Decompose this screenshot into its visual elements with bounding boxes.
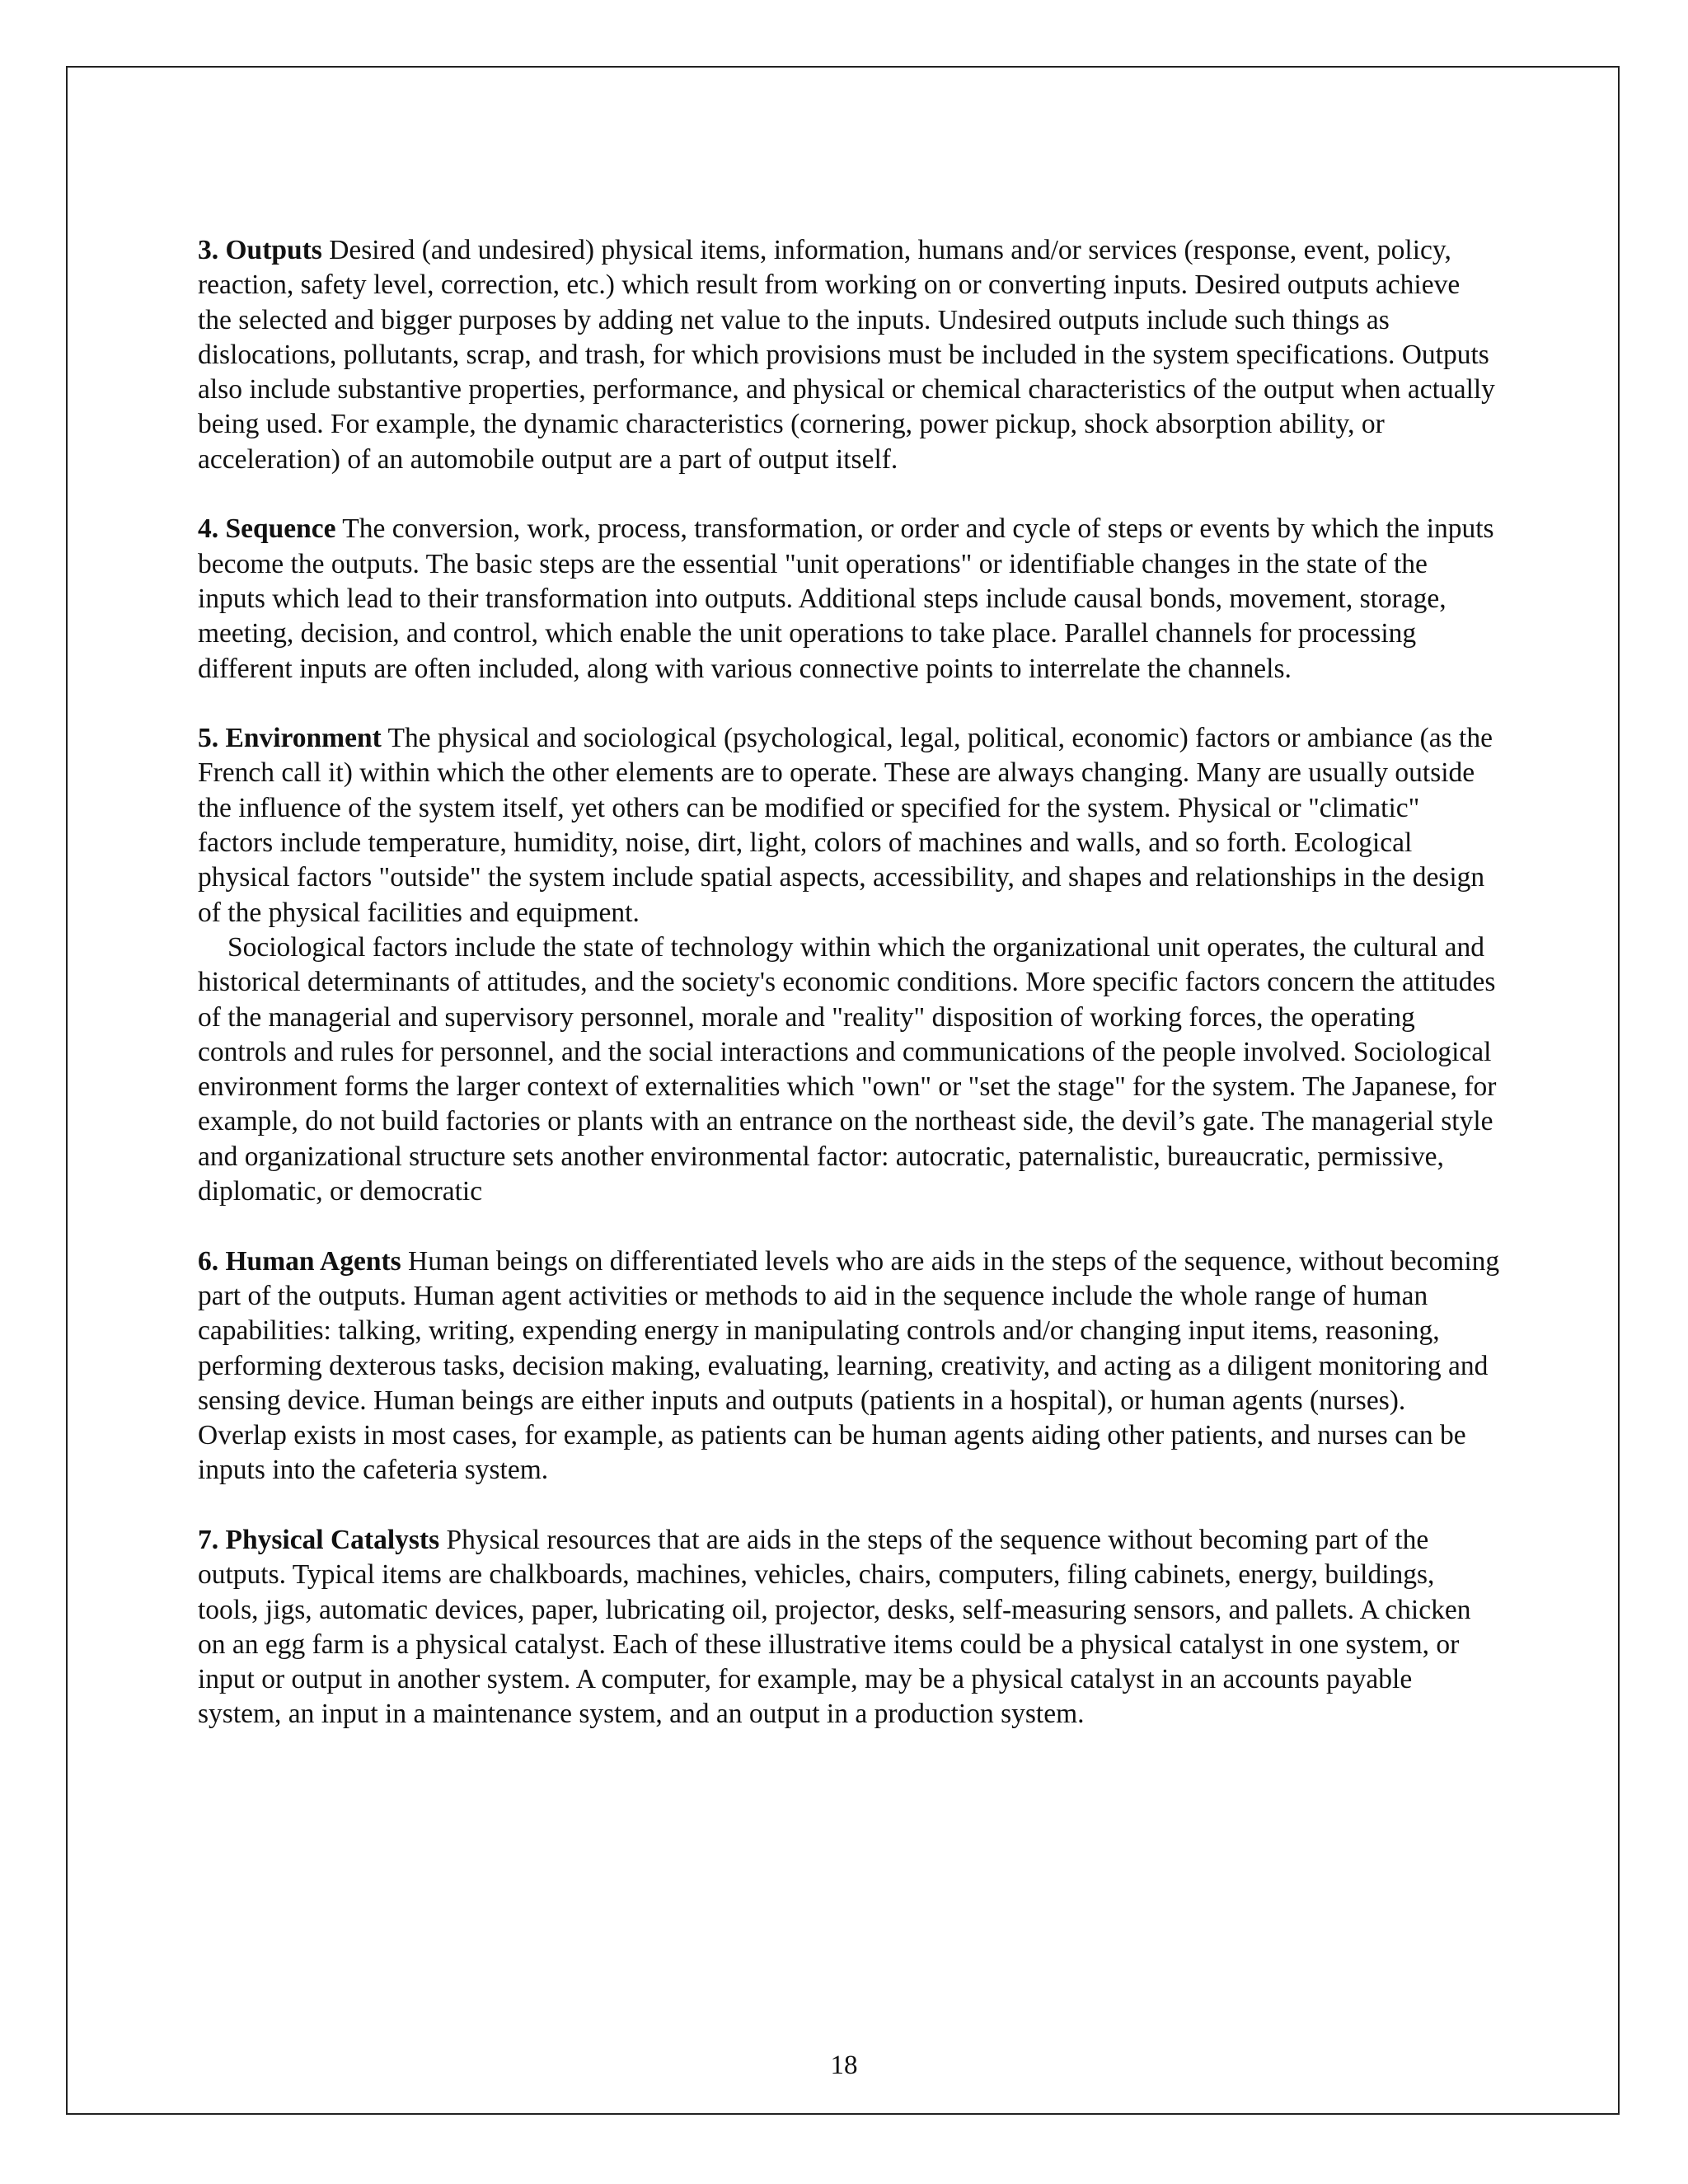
section-text: Desired (and undesired) physical items, information, humans and/or services (response, event, policy, reaction, safety level, correction, etc.) which result from working on or converting inputs. Desired outputs achieve the selected and bigger purposes by adding net value to the inputs. Undesired outputs include such things as dislocations, pollutants, scrap, and trash, for which provisions must be included in the system specifications. Outputs also include substantive properties, performance, and physical or chemical characteristics of the output when actually being used. For example, the dynamic characteristics (cornering, power pickup, shock absorption ability, or acceleration) of an automobile output are a part of output itself. — [198, 235, 1495, 475]
page-number: 18 — [830, 2050, 858, 2080]
section-heading: 6. Human Agents — [198, 1245, 401, 1277]
paragraph — [198, 721, 1500, 930]
section-human-agents — [198, 1244, 1500, 1488]
section-sequence — [198, 512, 1500, 686]
section-heading: 4. Sequence — [198, 513, 336, 545]
section-text: Physical resources that are aids in the steps of the sequence without becoming part of the outputs. Typical items are chalkboards, machines, vehicles, chairs, computers, filing cabinets, energy, buildings, tools, jigs, automatic devices, paper, lubricating oil, projector, desks, self-measuring sensors, and pallets. A chicken on an egg farm is a physical catalyst. Each of these illustrative items could be a physical catalyst in one system, or input or output in another system. A computer, for example, may be a physical catalyst in an accounts payable system, an input in a maintenance system, and an output in a production system. — [198, 1524, 1471, 1730]
document-body — [198, 233, 1500, 1767]
paragraph — [198, 1244, 1500, 1488]
section-text: Human beings on differentiated levels who are aids in the steps of the sequence, without becoming part of the outputs. Human agent activities or methods to aid in the sequence include the whole range of human capabilities: talking, writing, expending energy in manipulating controls and/or changing input items, reasoning, performing dexterous tasks, decision making, evaluating, learning, creativity, and acting as a diligent monitoring and sensing device. Human beings are either inputs and outputs (patients in a hospital), or human agents (nurses). Overlap exists in most cases, for example, as patients can be human agents aiding other patients, and nurses can be inputs into the cafeteria system. — [198, 1245, 1500, 1486]
paragraph — [198, 233, 1500, 477]
section-heading: 7. Physical Catalysts — [198, 1524, 440, 1555]
section-heading: 3. Outputs — [198, 235, 322, 265]
section-text: The conversion, work, process, transformation, or order and cycle of steps or events by which the inputs become the outputs. The basic steps are the essential "unit operations" or identifiable changes in the state of the inputs which lead to their transformation into outputs. Additional steps include causal bonds, movement, storage, meeting, decision, and control, which enable the unit operations to take place. Parallel channels for processing different inputs are often included, along with various connective points to interrelate the channels. — [198, 513, 1494, 684]
section-outputs — [198, 233, 1500, 477]
section-text: The physical and sociological (psychological, legal, political, economic) factors or ambiance (as the French call it) within which the other elements are to operate. These are always changing. Many are usually outside the influence of the system itself, yet others can be modified or specified for the system. Physical or "climatic" factors include temperature, humidity, noise, dirt, light, colors of machines and walls, and so forth. Ecological physical factors "outside" the system include spatial aspects, accessibility, and shapes and relationships in the design of the physical facilities and equipment. — [198, 723, 1493, 928]
paragraph — [198, 512, 1500, 686]
section-physical-catalysts — [198, 1523, 1500, 1732]
section-heading: 5. Environment — [198, 723, 382, 754]
paragraph — [198, 1523, 1500, 1732]
paragraph: Sociological factors include the state of technology within which the organizational unit operates, the cultural and historical determinants of attitudes, and the society's economic conditions. More specific factors concern the attitudes of the managerial and supervisory personnel, morale and "reality" disposition of working forces, the operating controls and rules for personnel, and the social interactions and communications of the people involved. Sociological environment forms the larger context of externalities which "own" or "set the stage" for the system. The Japanese, for example, do not build factories or plants with an entrance on the northeast side, the devil’s gate. The managerial style and organizational structure sets another environmental factor: autocratic, paternalistic, bureaucratic, permissive, diplomatic, or democratic — [198, 931, 1497, 1207]
section-environment — [198, 721, 1500, 1209]
